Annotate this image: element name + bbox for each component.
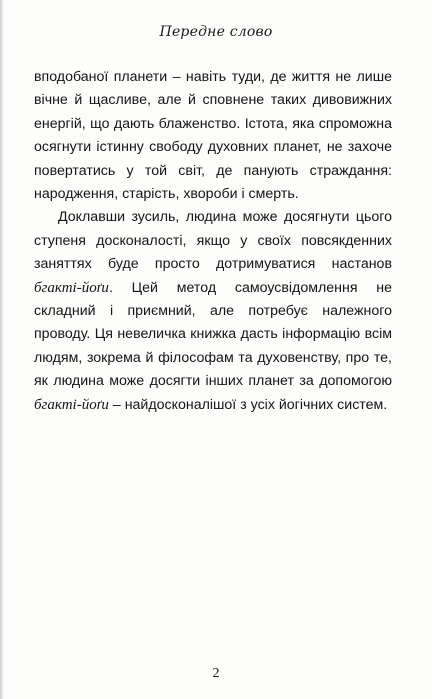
paragraph-2 [34, 206, 392, 417]
italic-term-1: бгакті-йоґи [34, 279, 109, 296]
page-edge-shadow [0, 0, 4, 699]
paragraph-2-text-2: . Цей метод самоусвідомлення не складний і приємний, але потребує належного проводу. Ця невеличка книжка дасть інформацію всім людям, зокрема й філософам та духовенству, про те, як людина може досягти інших планет за допомогою [34, 279, 392, 390]
body-text [34, 66, 392, 417]
italic-term-2: бгакті-йоґи [34, 396, 109, 413]
page-number: 2 [212, 666, 220, 681]
paragraph-1 [34, 66, 392, 206]
running-title: Передне слово [159, 24, 273, 40]
paragraph-1-text: вподобаної планети – навіть туди, де життя не лише вічне й щасливе, але й сповнене таких дивовижних енергій, що дають блаженство. Істота, яка спроможна осягнути істинну свободу духовних планет, не захоче повертатись у той світ, де панують страждання: народження, старість, хвороби і смерть. [34, 69, 392, 203]
paragraph-2-text-1: Доклавши зусиль, людина може досягнути цього ступеня досконалості, якщо у своїх повсякденних заняттях буде просто дотримуватися настанов [34, 209, 392, 273]
paragraph-2-text-3: – найдосконалішої з усіх йогічних систем. [108, 396, 388, 413]
